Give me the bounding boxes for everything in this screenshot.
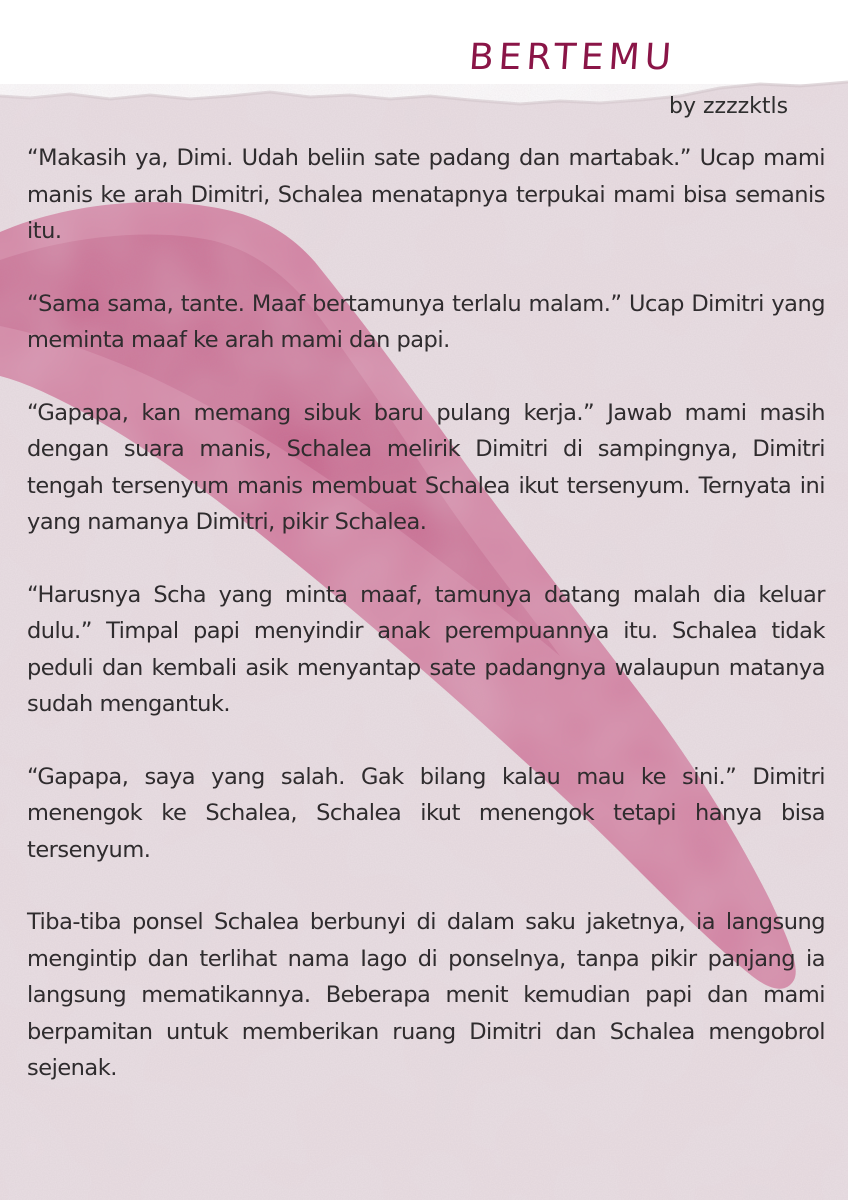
paragraph: “Harusnya Scha yang minta maaf, tamunya datang malah dia keluar dulu.” Timpal papi menyindir anak perempuannya itu. Schalea tidak peduli dan kembali asik menyantap sate padangnya walaupun matanya sudah mengantuk. <box>27 581 825 717</box>
paragraph: “Makasih ya, Dimi. Udah beliin sate padang dan martabak.” Ucap mami manis ke arah Dimitri, Schalea menatapnya terpukai mami bisa semanis itu. <box>27 145 825 244</box>
author-byline: by zzzzktls <box>669 94 789 119</box>
story-body <box>27 140 825 1123</box>
page-title: BERTEMU <box>467 37 678 78</box>
paragraph: “Gapapa, saya yang salah. Gak bilang kalau mau ke sini.” Dimitri menengok ke Schalea, Schalea ikut menengok tetapi hanya bisa tersenyum. <box>27 763 825 863</box>
paragraph: Tiba-tiba ponsel Schalea berbunyi di dalam saku jaketnya, ia langsung mengintip dan terlihat nama Iago di ponselnya, tanpa pikir panjang ia langsung mematikannya. Beberapa menit kemudian papi dan mami berpamitan untuk memberikan ruang Dimitri dan Schalea mengobrol sejenak. <box>27 909 825 1081</box>
paragraph: “Sama sama, tante. Maaf bertamunya terlalu malam.” Ucap Dimitri yang meminta maaf ke arah mami dan papi. <box>27 290 825 353</box>
paragraph: “Gapapa, kan memang sibuk baru pulang kerja.” Jawab mami masih dengan suara manis, Schalea melirik Dimitri di sampingnya, Dimitri tengah tersenyum manis membuat Schalea ikut tersenyum. Ternyata ini yang namanya Dimitri, pikir Schalea. <box>27 399 825 535</box>
